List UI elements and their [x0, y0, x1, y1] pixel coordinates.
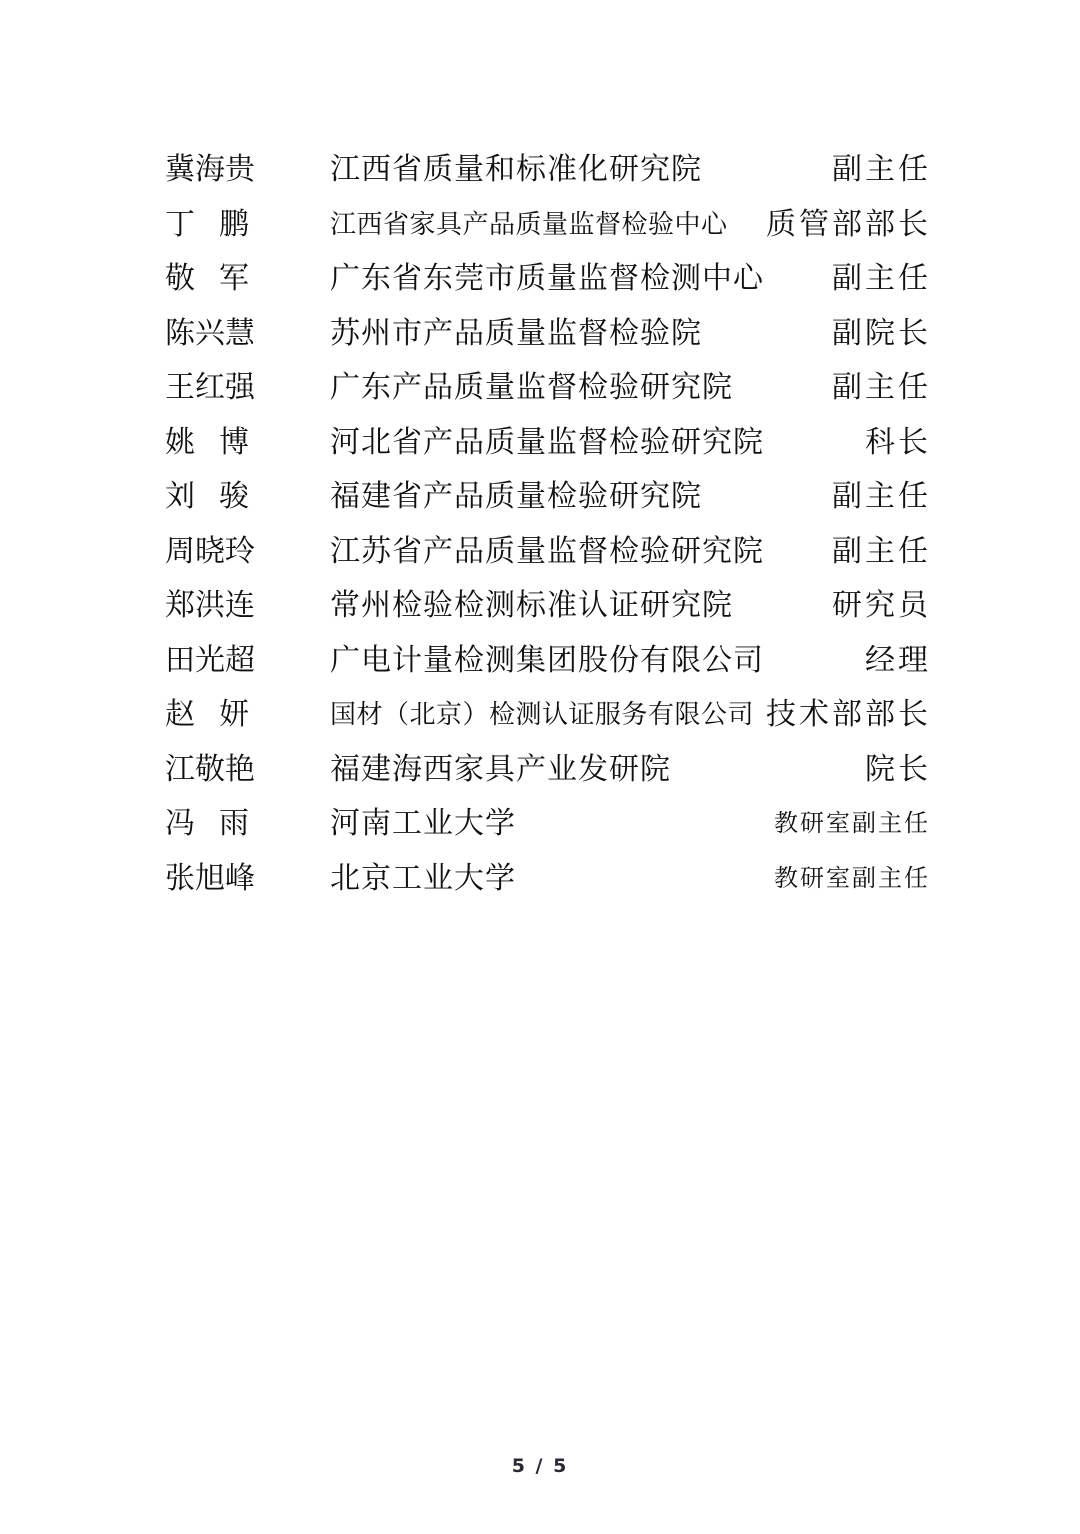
table-row [165, 470, 931, 525]
organization: 广电计量检测集团股份有限公司 [330, 643, 764, 677]
person-name: 冀海贵 [165, 153, 255, 187]
job-title: 质管部部长 [766, 207, 931, 241]
job-title: 经理 [865, 643, 931, 677]
job-title: 副主任 [832, 371, 931, 405]
table-row [165, 198, 931, 253]
table-row [165, 252, 931, 307]
organization: 国材（北京）检测认证服务有限公司 [330, 700, 755, 730]
personnel-roster [165, 143, 931, 906]
organization: 广东产品质量监督检验研究院 [330, 371, 733, 405]
table-row [165, 307, 931, 362]
organization: 福建省产品质量检验研究院 [330, 480, 702, 514]
person-name: 张旭峰 [165, 861, 255, 895]
organization: 苏州市产品质量监督检验院 [330, 316, 702, 350]
table-row [165, 579, 931, 634]
organization: 江苏省产品质量监督检验研究院 [330, 534, 764, 568]
table-row [165, 361, 931, 416]
organization: 北京工业大学 [330, 861, 516, 895]
job-title: 教研室副主任 [774, 811, 930, 838]
person-name: 周晓玲 [165, 534, 255, 568]
person-name: 姚博 [165, 425, 249, 459]
job-title: 副主任 [832, 153, 931, 187]
job-title: 教研室副主任 [774, 865, 930, 892]
job-title: 副主任 [832, 480, 931, 514]
table-row [165, 634, 931, 689]
organization: 福建海西家具产业发研院 [330, 752, 671, 786]
job-title: 副主任 [832, 534, 931, 568]
person-name: 江敬艳 [165, 752, 255, 786]
person-name: 王红强 [165, 371, 255, 405]
table-row [165, 743, 931, 798]
page-number: 5 / 5 [511, 1455, 569, 1477]
job-title: 院长 [865, 752, 931, 786]
organization: 河北省产品质量监督检验研究院 [330, 425, 764, 459]
person-name: 敬军 [165, 262, 249, 296]
person-name: 郑洪连 [165, 589, 255, 623]
table-row [165, 852, 928, 907]
person-name: 陈兴慧 [165, 316, 255, 350]
organization: 广东省东莞市质量监督检测中心 [330, 262, 764, 296]
organization: 江西省家具产品质量监督检验中心 [330, 209, 728, 239]
organization: 河南工业大学 [330, 807, 516, 841]
person-name: 赵妍 [165, 698, 249, 732]
job-title: 副主任 [832, 262, 931, 296]
table-row [165, 143, 931, 198]
job-title: 技术部部长 [766, 698, 931, 732]
person-name: 丁鹏 [165, 207, 249, 241]
job-title: 科长 [865, 425, 931, 459]
person-name: 刘骏 [165, 480, 249, 514]
table-row [165, 525, 931, 580]
job-title: 研究员 [832, 589, 931, 623]
table-row [165, 688, 931, 743]
person-name: 田光超 [165, 643, 255, 677]
job-title: 副院长 [832, 316, 931, 350]
person-name: 冯雨 [165, 807, 249, 841]
organization: 常州检验检测标准认证研究院 [330, 589, 733, 623]
organization: 江西省质量和标准化研究院 [330, 153, 702, 187]
table-row [165, 416, 931, 471]
table-row [165, 797, 928, 852]
